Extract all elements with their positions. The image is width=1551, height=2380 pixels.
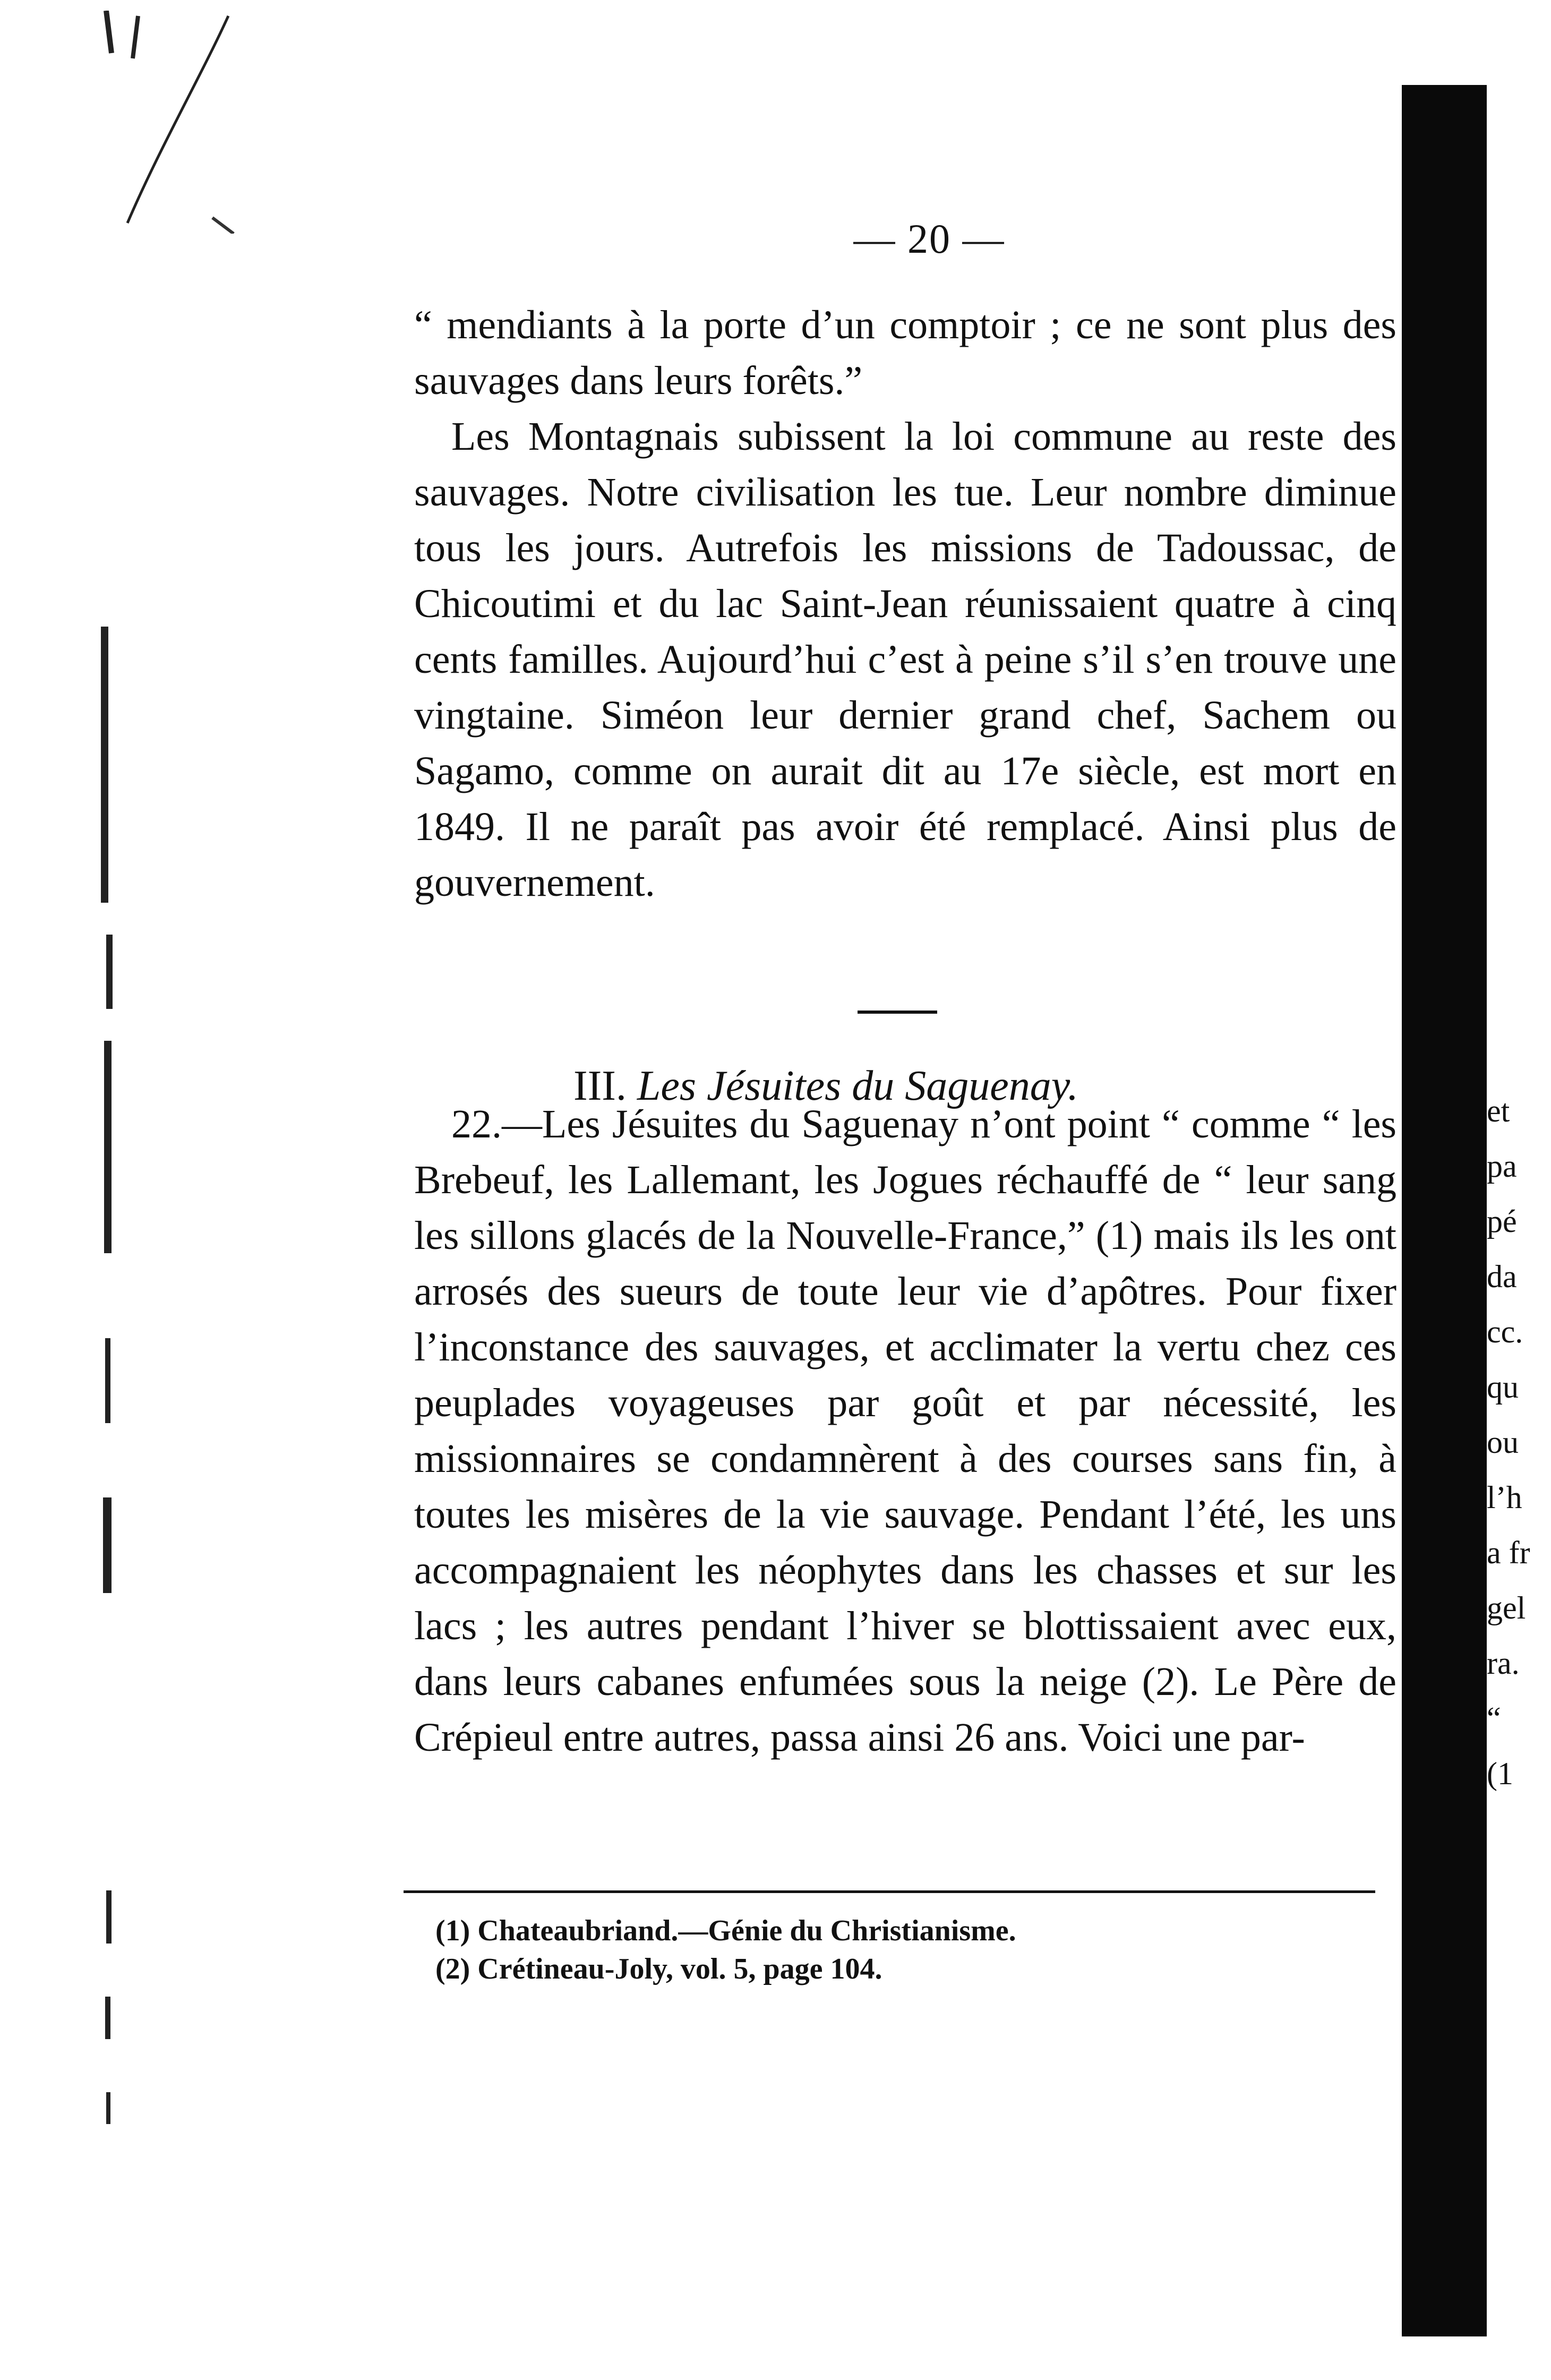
margin-mark <box>103 1497 112 1593</box>
footnote-separator-rule <box>404 1890 1375 1893</box>
facing-fragment: pé <box>1487 1204 1517 1239</box>
facing-fragment: “ <box>1487 1701 1501 1736</box>
facing-fragment: a fr <box>1487 1535 1530 1570</box>
margin-mark <box>106 1890 112 1944</box>
footnote-1: (1) Chateaubriand.—Génie du Christianisme. <box>435 1914 1016 1947</box>
facing-fragment: (1 <box>1487 1756 1513 1791</box>
paragraph-continuation: “ mendiants à la porte d’un comptoir ; ce ne sont plus des sauvages dans leurs forêts.” <box>414 303 1396 403</box>
text-block-bottom <box>414 1097 1396 1766</box>
facing-fragment: ra. <box>1487 1646 1520 1681</box>
footnotes <box>435 1912 1232 1988</box>
text-block-top <box>414 297 1396 911</box>
paragraph-jesuites: 22.—Les Jésuites du Saguenay n’ont point “ comme “ les Brebeuf, les Lallemant, les Jogues réchauffé de “ leur sang les sillons glacés de la Nouvelle-France,” (1) mais ils les ont arrosés des sueurs de toute leur vie d’apôtres. Pour fixer l’inconstance des sauvages, et acclimater la vertu chez ces peuplades voyageuses par goût et par nécessité, les missionnaires se condamnèrent à des courses sans fin, à toutes les misères de la vie sauvage. Pendant l’été, les uns accompagnaient les néophytes dans les chasses et sur les lacs ; les autres pendant l’hiver se blottissaient avec eux, dans leurs cabanes enfumées sous la neige (2). Le Père de Crépieul entre autres, passa ainsi 26 ans. Voici une par- <box>414 1102 1396 1760</box>
section-numeral: III. <box>573 1063 627 1109</box>
section-title: Les Jésuites du Saguenay. <box>637 1063 1078 1109</box>
facing-fragment: l’h <box>1487 1480 1522 1515</box>
binding-shadow-bar <box>1402 85 1487 2336</box>
facing-fragment: pa <box>1487 1149 1517 1184</box>
page-number: — 20 — <box>853 216 1005 262</box>
margin-mark <box>106 2092 110 2124</box>
pen-stroke-mark <box>96 11 287 234</box>
facing-fragment: ou <box>1487 1425 1519 1460</box>
margin-mark <box>105 1338 110 1423</box>
facing-fragment: gel <box>1487 1590 1526 1625</box>
facing-fragment: da <box>1487 1259 1517 1294</box>
paragraph-montagnais: Les Montagnais subissent la loi commune au reste des sauvages. Notre civilisation les tue. Leur nombre diminue tous les jours. Autrefois les missions de Tadoussac, de Chicoutimi et du lac Saint-Jean réunissaient quatre à cinq cents familles. Aujourd’hui c’est à peine s’il s’en trouve une vingtaine. Siméon leur dernier grand chef, Sachem ou Sagamo, comme on aurait dit au 17e siècle, est mort en 1849. Il ne paraît pas avoir été remplacé. Ainsi plus de gouvernement. <box>414 414 1396 905</box>
facing-fragment: qu <box>1487 1369 1519 1405</box>
margin-mark <box>101 627 108 903</box>
footnote-2: (2) Crétineau-Joly, vol. 5, page 104. <box>435 1953 882 1985</box>
margin-mark <box>105 1997 110 2039</box>
facing-fragment: et <box>1487 1093 1510 1128</box>
margin-mark <box>106 935 113 1009</box>
facing-fragment: cc. <box>1487 1314 1523 1349</box>
facing-page-fragments <box>1487 1083 1551 1801</box>
margin-mark <box>104 1041 112 1253</box>
section-separator-rule <box>858 1011 937 1014</box>
